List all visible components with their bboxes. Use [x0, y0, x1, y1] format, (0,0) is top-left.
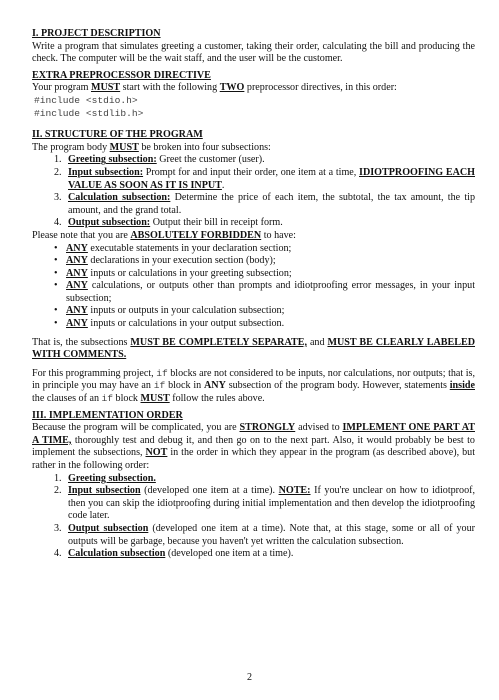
list-item: 1. Greeting subsection: Greet the customer (user).: [54, 154, 265, 166]
list-item: 3. Calculation subsection: Determine the price of each item, the subtotal, the tax amount, the tip amount, and the grand total.: [54, 192, 475, 216]
list-item: 4. Calculation subsection (developed one item at a time).: [54, 548, 294, 560]
list-item: 2. Input subsection: Prompt for and input their order, one item at a time, IDIOTPROOFING EACH VALUE AS SOON AS IT IS INPUT.: [54, 166, 476, 191]
section-heading-structure: II. STRUCTURE OF THE PROGRAM: [32, 129, 203, 141]
forbidden-note: Please note that you are ABSOLUTELY FORBIDDEN to have:: [32, 229, 296, 241]
subsection-list: [32, 154, 475, 230]
list-item: • ANY calculations, or outputs other than prompts and idiotproofing error messages, in your input subsection;: [54, 280, 475, 304]
include-stdio-line: #include <stdio.h>: [34, 94, 138, 106]
section-heading-preprocessor: EXTRA PREPROCESSOR DIRECTIVE: [32, 69, 211, 81]
section-heading-project-description: I. PROJECT DESCRIPTION: [32, 28, 161, 39]
list-item: 2. Input subsection (developed one item at a time). NOTE: If you're unclear on how to idiotproof, then you can skip the idiotproofing during initial implementation and then develop the idiotproofing code later.: [54, 485, 476, 522]
project-description-paragraph: Write a program that simulates greeting a customer, taking their order, calculating the bill and producing the check. The computer will be the wait staff, and the user will be the customer.: [32, 40, 475, 65]
list-item: • ANY executable statements in your declaration section;: [54, 242, 292, 254]
forbidden-list: [32, 243, 475, 331]
implementation-list: [32, 473, 475, 561]
list-item: • ANY inputs or outputs in your calculation subsection;: [54, 305, 285, 317]
list-item: • ANY inputs or calculations in your output subsection.: [54, 318, 285, 330]
separation-paragraph: That is, the subsections MUST BE COMPLETELY SEPARATE, and MUST BE CLEARLY LABELED WITH COMMENTS.: [32, 336, 476, 361]
if-blocks-paragraph: For this programming project, if blocks are not considered to be inputs, nor calculations, nor outputs; that is, in principle you may have an if block in ANY subsection of the program body. However, statements inside the clauses of an if block MUST follow the rules above.: [32, 367, 475, 405]
list-item: 3. Output subsection (developed one item at a time). Note that, at this stage, some or all of your outputs will be garbage, because you haven't yet written the calculation subsection.: [54, 522, 475, 547]
list-item: • ANY declarations in your execution section (body);: [54, 255, 276, 267]
list-item: 4. Output subsection: Output their bill in receipt form.: [54, 217, 283, 229]
implementation-paragraph: Because the program will be complicated, you are STRONGLY advised to IMPLEMENT ONE PART AT A TIME, thoroughly test and debug it, and then go on to the next part. Also, it would probably be best to implement the subsections, NOT in the order in which they appear in the program (as described above), but rather in the following order:: [32, 422, 475, 471]
structure-intro: The program body MUST be broken into four subsections:: [32, 141, 271, 153]
list-item: 1. Greeting subsection.: [54, 472, 156, 484]
list-item: • ANY inputs or calculations in your greeting subsection;: [54, 267, 292, 279]
page-number: 2: [246, 672, 253, 683]
include-stdlib-line: #include <stdlib.h>: [34, 107, 144, 119]
preprocessor-paragraph: Your program MUST start with the following TWO preprocessor directives, in this order:: [32, 82, 397, 94]
section-heading-implementation: III. IMPLEMENTATION ORDER: [32, 409, 183, 421]
